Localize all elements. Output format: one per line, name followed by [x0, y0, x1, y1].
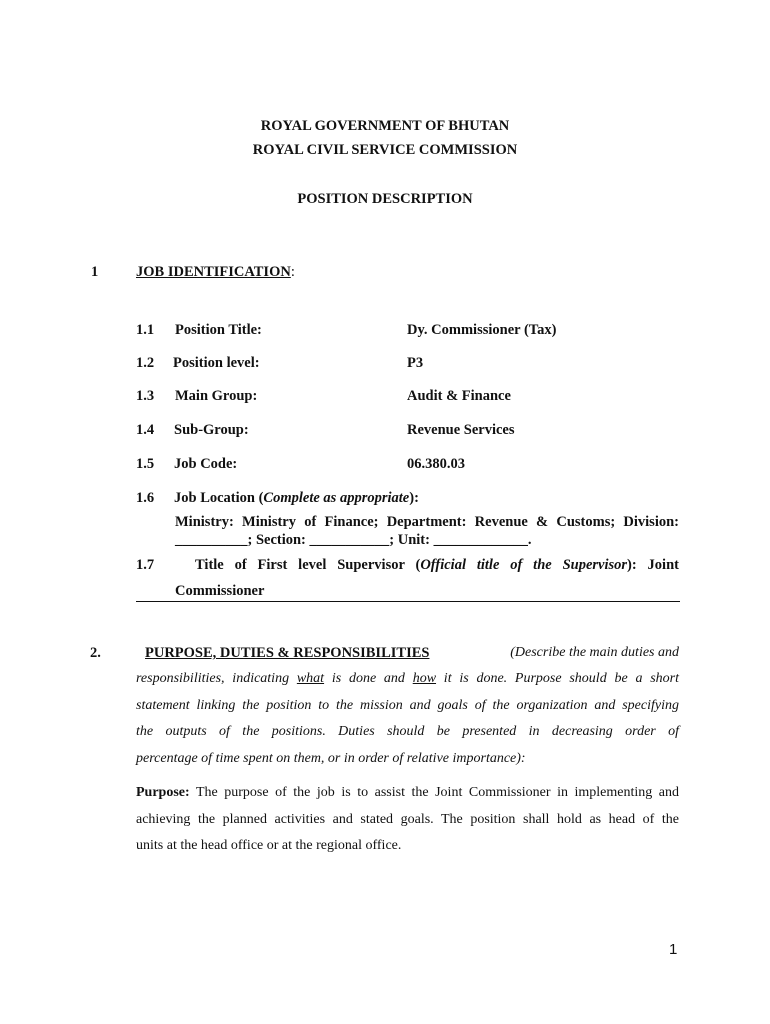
supervisor-text-a: Title of First level Supervisor (	[195, 557, 421, 573]
purpose-line3: units at the head office or at the regional office.	[136, 838, 402, 853]
item-number: 1.3	[136, 388, 155, 404]
supervisor-line2: Commissioner	[175, 583, 265, 599]
section-2-desc-line1: (Describe the main duties and	[510, 645, 679, 660]
section-2-desc-line3: statement linking the position to the mission and goals of the organization and specifying	[136, 698, 679, 713]
section-1-heading-text: JOB IDENTIFICATION	[136, 264, 291, 280]
purpose-line2: achieving the planned activities and stated goals. The position shall hold as head of the	[136, 812, 679, 827]
job-location-label	[174, 490, 419, 507]
job-location-label-b: ):	[409, 490, 419, 506]
section-2-heading: PURPOSE, DUTIES & RESPONSIBILITIES	[145, 645, 430, 661]
section-1-heading-colon: :	[290, 264, 295, 280]
section-1-number: 1	[91, 264, 99, 280]
section-2-desc-line4: the outputs of the positions. Duties should be presented in decreasing order of	[136, 724, 679, 739]
page-number: 1	[669, 941, 678, 958]
job-location-line2: __________; Section: ___________; Unit: _____________.	[175, 532, 532, 548]
item-value: Dy. Commissioner (Tax)	[407, 322, 557, 338]
purpose-text-1: The purpose of the job is to assist the Joint Commissioner in implementing and	[189, 785, 679, 800]
item-number: 1.7	[136, 557, 155, 573]
item-value: Audit & Finance	[407, 388, 511, 404]
desc-line2-a: responsibilities, indicating	[136, 671, 297, 686]
purpose-label: Purpose:	[136, 785, 190, 800]
supervisor-text-italic: Official title of the Supervisor	[420, 557, 628, 573]
desc-line2-b: is done and	[324, 671, 413, 686]
item-value: Revenue Services	[407, 422, 515, 438]
section-2-desc-line2	[136, 671, 679, 687]
item-value: 06.380.03	[407, 456, 465, 472]
supervisor-line1	[195, 557, 679, 574]
purpose-line1	[136, 785, 679, 801]
section-2-heading-row	[145, 645, 679, 662]
item-number: 1.6	[136, 490, 155, 506]
item-number: 1.5	[136, 456, 155, 472]
desc-what: what	[296, 671, 325, 686]
desc-how: how	[412, 671, 437, 686]
item-label: Main Group:	[175, 388, 258, 404]
section-divider	[136, 601, 680, 602]
item-number: 1.4	[136, 422, 155, 438]
item-number: 1.1	[136, 322, 155, 338]
item-label: Position Title:	[175, 322, 262, 338]
job-location-line1: Ministry: Ministry of Finance; Department: Revenue & Customs; Division:	[175, 514, 679, 530]
supervisor-text-b: ): Joint	[627, 557, 679, 573]
item-value: P3	[407, 355, 424, 371]
section-1-heading	[136, 264, 295, 281]
section-2-desc-line5: percentage of time spent on them, or in order of relative importance):	[136, 751, 526, 766]
item-label: Sub-Group:	[174, 422, 249, 438]
job-location-label-italic: Complete as appropriate	[263, 490, 410, 506]
desc-line2-c: it is done. Purpose should be a short	[436, 671, 679, 686]
document-title: POSITION DESCRIPTION	[297, 191, 473, 207]
section-2-number: 2.	[90, 645, 101, 661]
item-number: 1.2	[136, 355, 155, 371]
header-government: ROYAL GOVERNMENT OF BHUTAN	[260, 118, 510, 134]
job-location-label-a: Job Location (	[174, 490, 264, 506]
item-label: Job Code:	[174, 456, 238, 472]
header-commission: ROYAL CIVIL SERVICE COMMISSION	[252, 142, 518, 158]
item-label: Position level:	[173, 355, 260, 371]
